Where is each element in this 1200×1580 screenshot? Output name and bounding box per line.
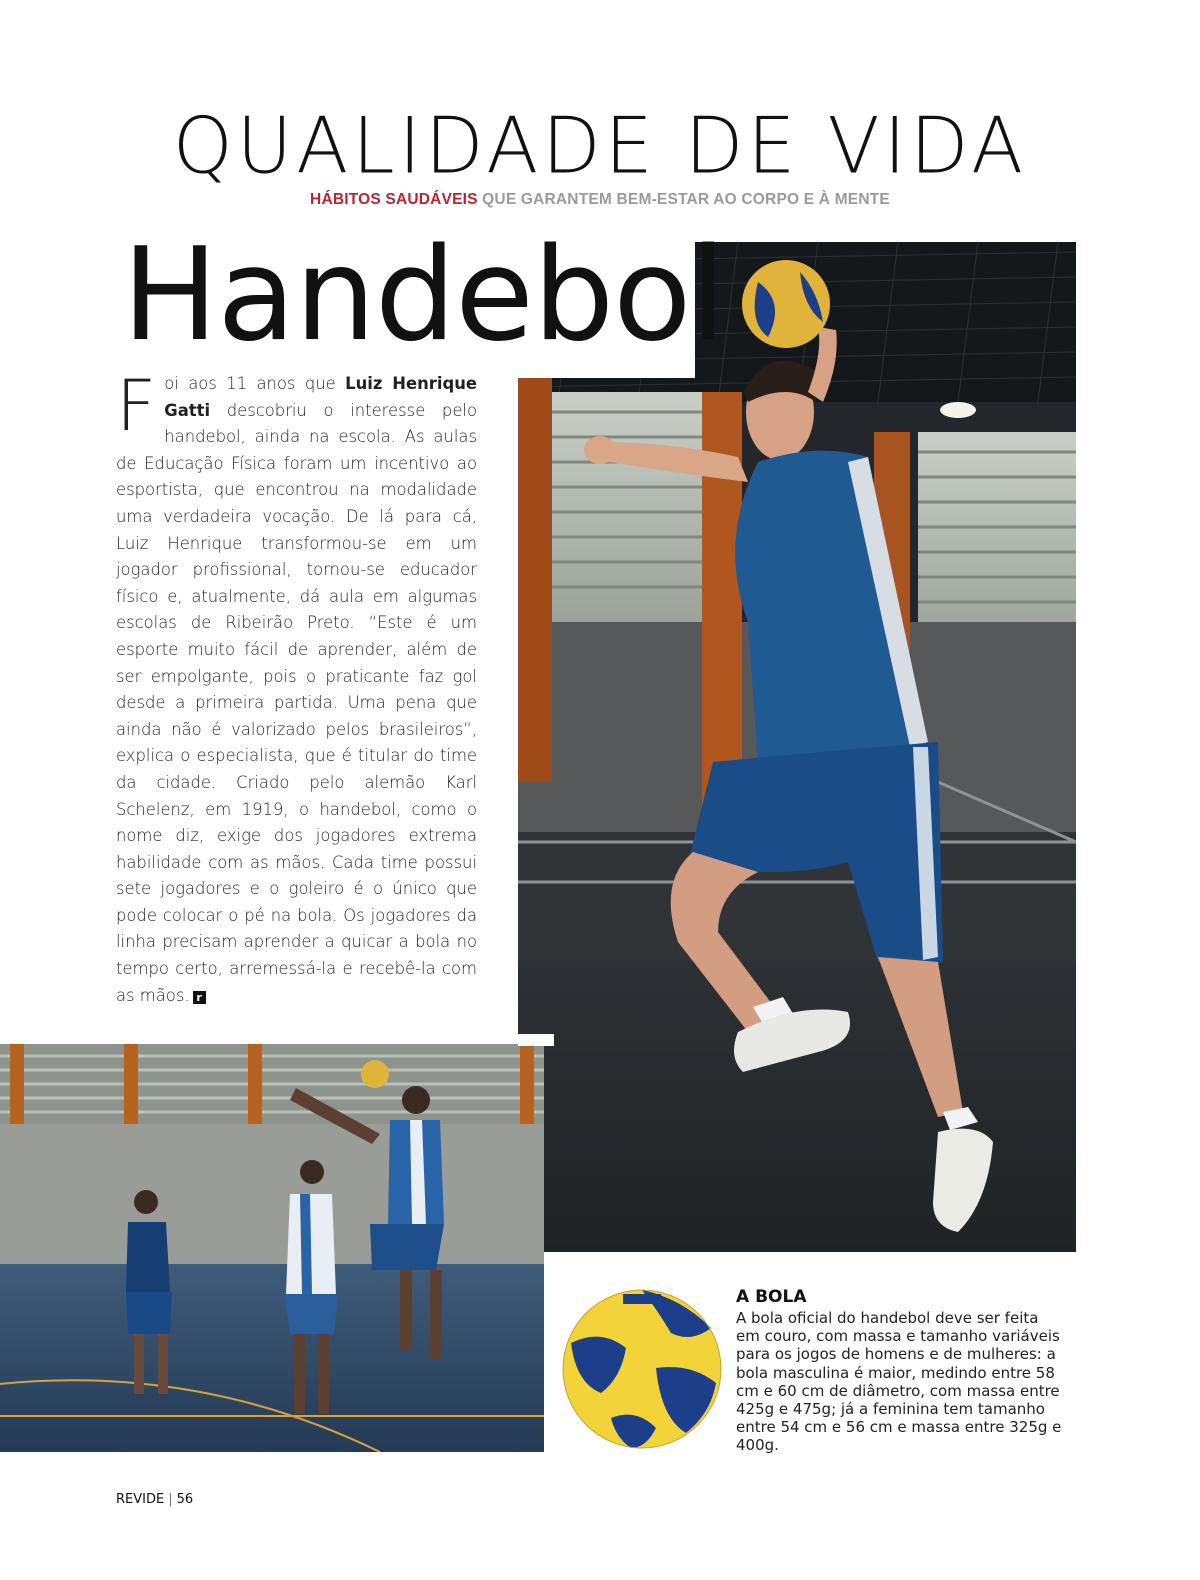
subtitle-highlight: HÁBITOS SAUDÁVEIS xyxy=(310,191,478,208)
dropcap: F xyxy=(116,365,157,447)
section-title: QUALIDADE DE VIDA xyxy=(172,100,1028,191)
secondary-photo-game-action xyxy=(0,1044,544,1452)
end-mark: r xyxy=(193,991,206,1004)
article-headline: Handebol xyxy=(122,221,725,370)
section-subtitle xyxy=(0,191,1200,209)
article-person-name: Luiz Henrique Gatti xyxy=(164,374,477,420)
article-intro: oi aos 11 anos que xyxy=(164,374,346,393)
page-footer xyxy=(116,1492,193,1507)
main-photo-player-jumping xyxy=(518,242,1076,1252)
magazine-name: REVIDE xyxy=(116,1492,165,1507)
article-body-text: descobriu o interesse pelo handebol, ainda na escola. As aulas de Educação Física foram um incentivo ao esportista, que encontrou na modalidade uma verdadeira vocação. De lá para cá, Luiz Henrique transformou-se em um jogador profissional, tornou-se educador físico e, atualmente, dá aula em algumas escolas de Ribeirão Preto. “Este é um esporte muito fácil de aprender, além de ser empolgante, pois o praticante faz gol desde a primeira partida. Uma pena que ainda não é valorizado pelos brasileiros”, explica o especialista, que é titular do time da cidade. Criado pelo alemão Karl Schelenz, em 1919, o handebol, como o nome diz, exige dos jogadores extrema habilidade com as mãos. Cada time possui sete jogadores e o goleiro é o único que pode colocar o pé na bola. Os jogadores da linha precisam aprender a quicar a bola no tempo certo, arremessá-la e recebê-la com as mãos. xyxy=(116,400,477,1005)
handball-image xyxy=(561,1288,723,1450)
box-title: A BOLA xyxy=(736,1287,807,1307)
subtitle-rest: QUE GARANTEM BEM-ESTAR AO CORPO E À MENTE xyxy=(477,191,890,208)
footer-separator: | xyxy=(168,1492,173,1507)
page-number: 56 xyxy=(176,1492,194,1507)
box-text: A bola oficial do handebol deve ser feita em couro, com massa e tamanho variáveis para os jogos de homens e de mulheres: a bola masculina é maior, medindo entre 58 cm e 60 cm de diâmetro, com massa entre 425g e 475g; já a feminina tem tamanho entre 54 cm e 56 cm e massa entre 325g e 400g. xyxy=(736,1309,1062,1455)
photo-cutout-corner xyxy=(518,1034,554,1046)
article-body xyxy=(116,365,477,1009)
